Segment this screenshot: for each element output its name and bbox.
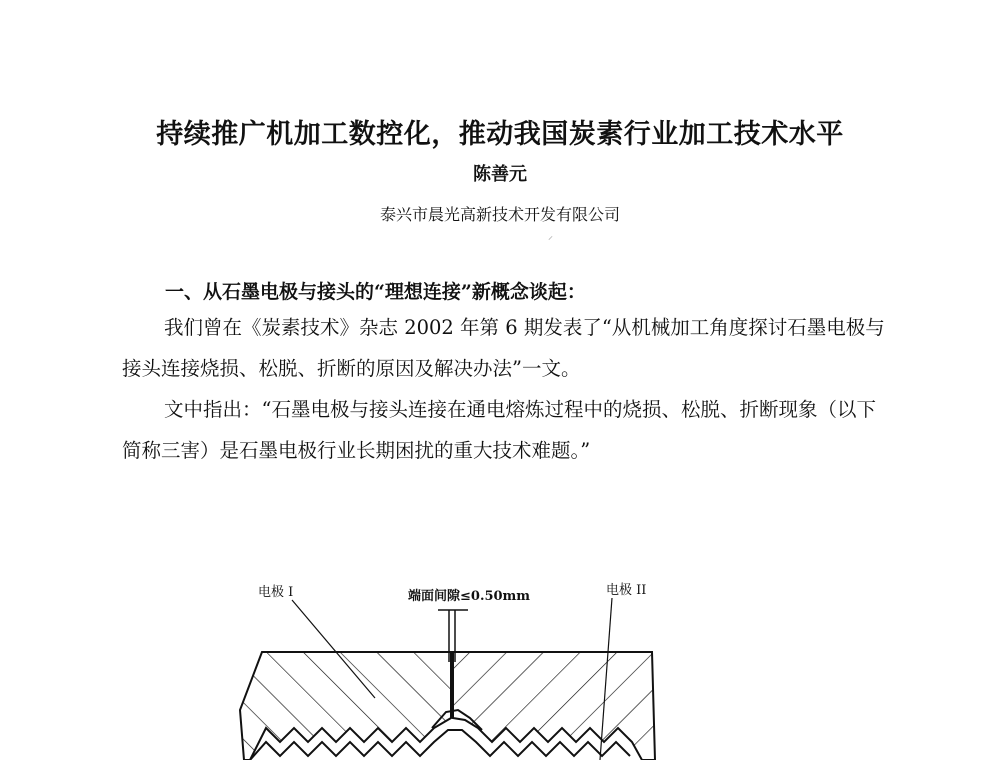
- gap-dimension-label: 端面间隙≤0.50mm: [408, 589, 531, 604]
- electrode-1-section: [240, 652, 451, 760]
- scan-artifact: ⸝: [548, 231, 553, 242]
- body-paragraph: 我们曾在《炭素技术》杂志 2002 年第 6 期发表了“从机械加工角度探讨石墨电极与接头连接烧损、松脱、折断的原因及解决办法”一文。: [122, 316, 885, 380]
- paper-title: 持续推广机加工数控化，推动我国炭素行业加工技术水平: [156, 119, 844, 150]
- electrode-2-label: 电极 II: [606, 583, 647, 598]
- electrode-joint-figure: [0, 570, 1000, 760]
- electrode-joint-diagram: [0, 570, 1000, 760]
- author-affiliation: 泰兴市晨光高新技术开发有限公司: [379, 205, 620, 224]
- electrode-1-label: 电极 I: [258, 585, 294, 600]
- author-name: 陈善元: [473, 164, 527, 185]
- body-paragraph: 文中指出：“石墨电极与接头连接在通电熔炼过程中的烧损、松脱、折断现象（以下简称三害）是石墨电极行业长期困扰的重大技术难题。”: [122, 398, 876, 462]
- electrode-2-section: [453, 652, 655, 760]
- section-heading: 一、从石墨电极与接头的“理想连接”新概念谈起：: [165, 281, 586, 303]
